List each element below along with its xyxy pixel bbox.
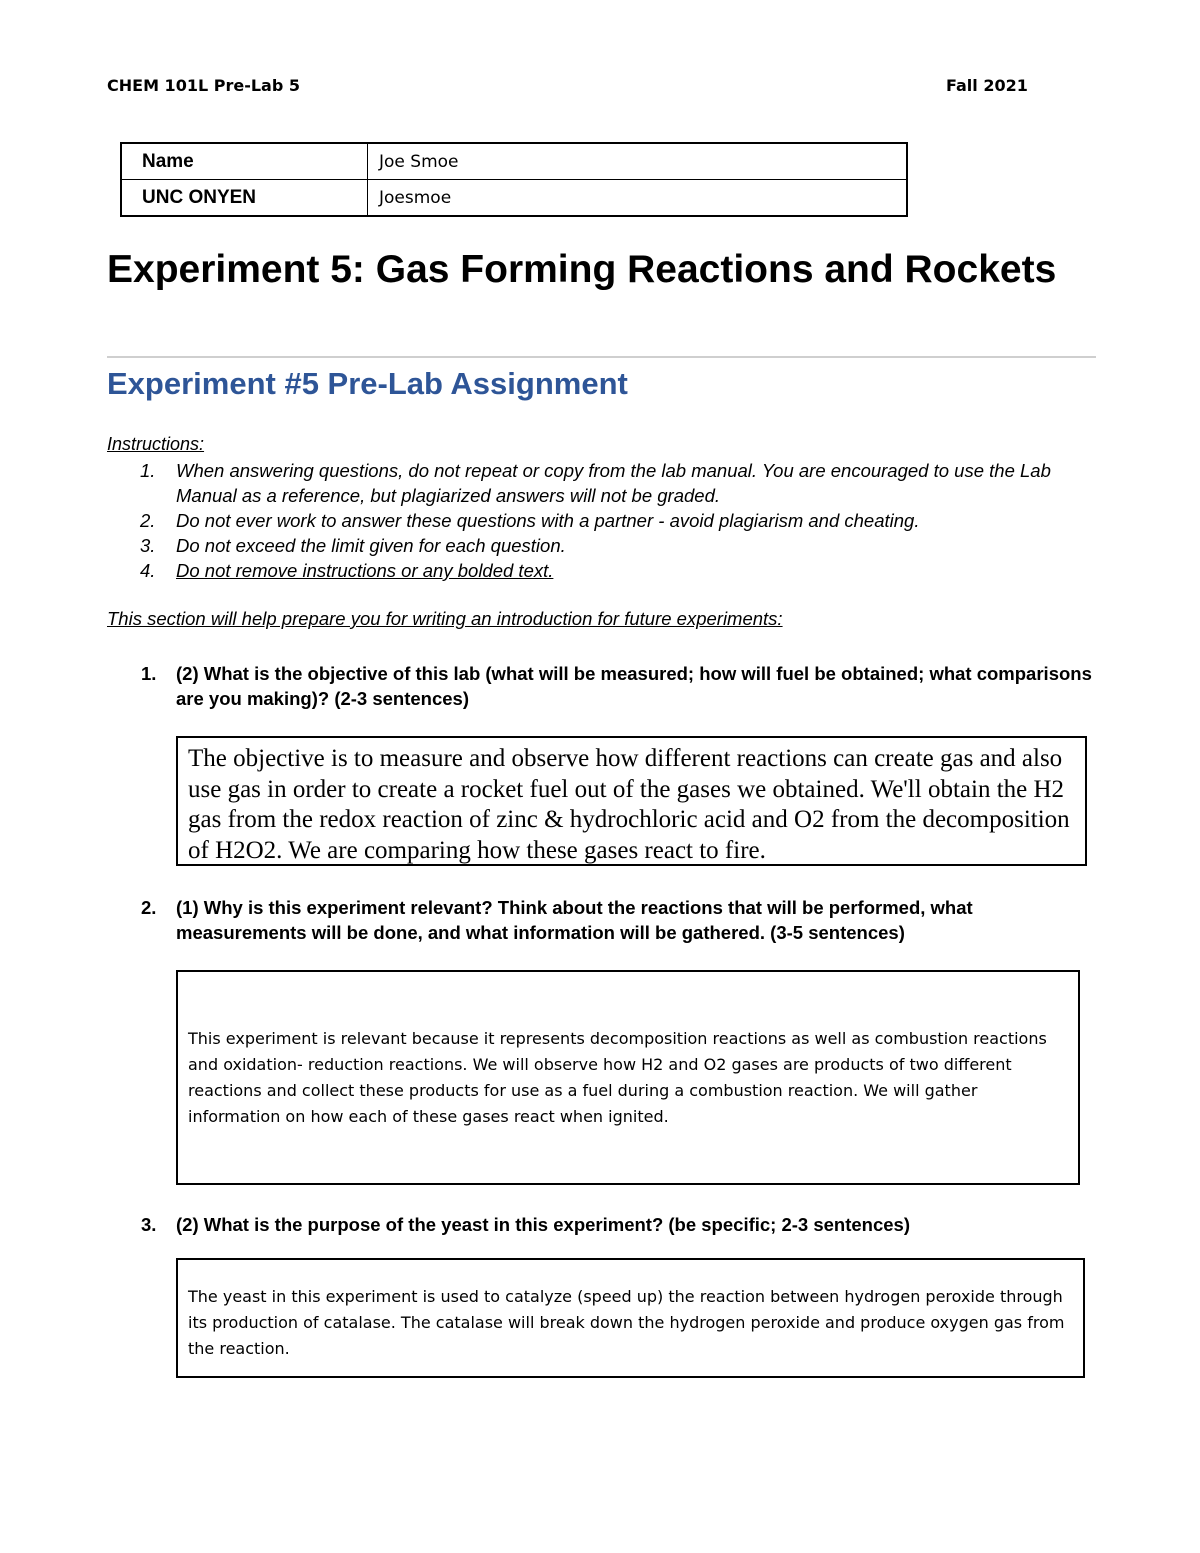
section-subtitle: Experiment #5 Pre-Lab Assignment — [107, 366, 628, 401]
answer-box-2[interactable]: This experiment is relevant because it represents decomposition reactions as well as combustion reactions and oxidation- reduction reactions. We will observe how H2 and O2 gases are products of two different reactions and collect these products for use as a fuel during a combustion reaction. We will gather information on how each of these gases react when ignited. — [176, 970, 1080, 1185]
instructions-list — [107, 458, 1097, 583]
title-divider — [107, 356, 1096, 358]
table-row — [121, 143, 907, 180]
list-item-text: When answering questions, do not repeat or copy from the lab manual. You are encouraged to use the Lab Manual as a reference, but plagiarized answers will not be graded. — [176, 460, 1051, 506]
table-row — [121, 180, 907, 217]
list-item-text: Do not remove instructions or any bolded text. — [176, 560, 554, 581]
question-2 — [141, 895, 1101, 945]
section-note: This section will help prepare you for writing an introduction for future experiments: — [107, 608, 783, 629]
onyen-value: Joesmoe — [368, 180, 908, 217]
term-header: Fall 2021 — [946, 76, 1028, 95]
list-item-number: 3. — [140, 535, 156, 556]
list-item — [107, 533, 1097, 558]
question-text: (1) Why is this experiment relevant? Think about the reactions that will be performed, what measurements will be done, and what information will be gathered. (3-5 sentences) — [176, 897, 973, 943]
list-item-number: 1. — [140, 460, 156, 481]
student-info-table — [120, 142, 908, 217]
answer-box-1[interactable]: The objective is to measure and observe how different reactions can create gas and also use gas in order to create a rocket fuel out of the gases we obtained. We'll obtain the H2 gas from the redox reaction of zinc & hydrochloric acid and O2 from the decomposition of H2O2. We are comparing how these gases react to fire. — [176, 736, 1087, 866]
list-item-text: Do not exceed the limit given for each question. — [176, 535, 566, 556]
instructions-label: Instructions: — [107, 434, 205, 454]
question-number: 3. — [141, 1214, 157, 1235]
question-3 — [141, 1212, 1101, 1237]
list-item-number: 4. — [140, 560, 156, 581]
question-number: 2. — [141, 897, 157, 918]
list-item-number: 2. — [140, 510, 156, 531]
question-1 — [141, 661, 1101, 711]
question-number: 1. — [141, 663, 157, 684]
document-title: Experiment 5: Gas Forming Reactions and Rockets — [107, 248, 1057, 291]
list-item — [107, 558, 1097, 583]
onyen-label: UNC ONYEN — [121, 180, 368, 217]
answer-box-3[interactable]: The yeast in this experiment is used to catalyze (speed up) the reaction between hydrogen peroxide through its production of catalase. The catalase will break down the hydrogen peroxide and produce oxygen gas from the reaction. — [176, 1258, 1085, 1378]
list-item — [107, 508, 1097, 533]
course-header: CHEM 101L Pre-Lab 5 — [107, 76, 300, 95]
name-label: Name — [121, 143, 368, 180]
question-text: (2) What is the purpose of the yeast in this experiment? (be specific; 2-3 sentences) — [176, 1214, 911, 1235]
list-item-text: Do not ever work to answer these questions with a partner - avoid plagiarism and cheating. — [176, 510, 920, 531]
name-value: Joe Smoe — [368, 143, 908, 180]
list-item — [107, 458, 1097, 508]
question-text: (2) What is the objective of this lab (what will be measured; how will fuel be obtained; what comparisons are you making)? (2-3 sentences) — [176, 663, 1092, 709]
